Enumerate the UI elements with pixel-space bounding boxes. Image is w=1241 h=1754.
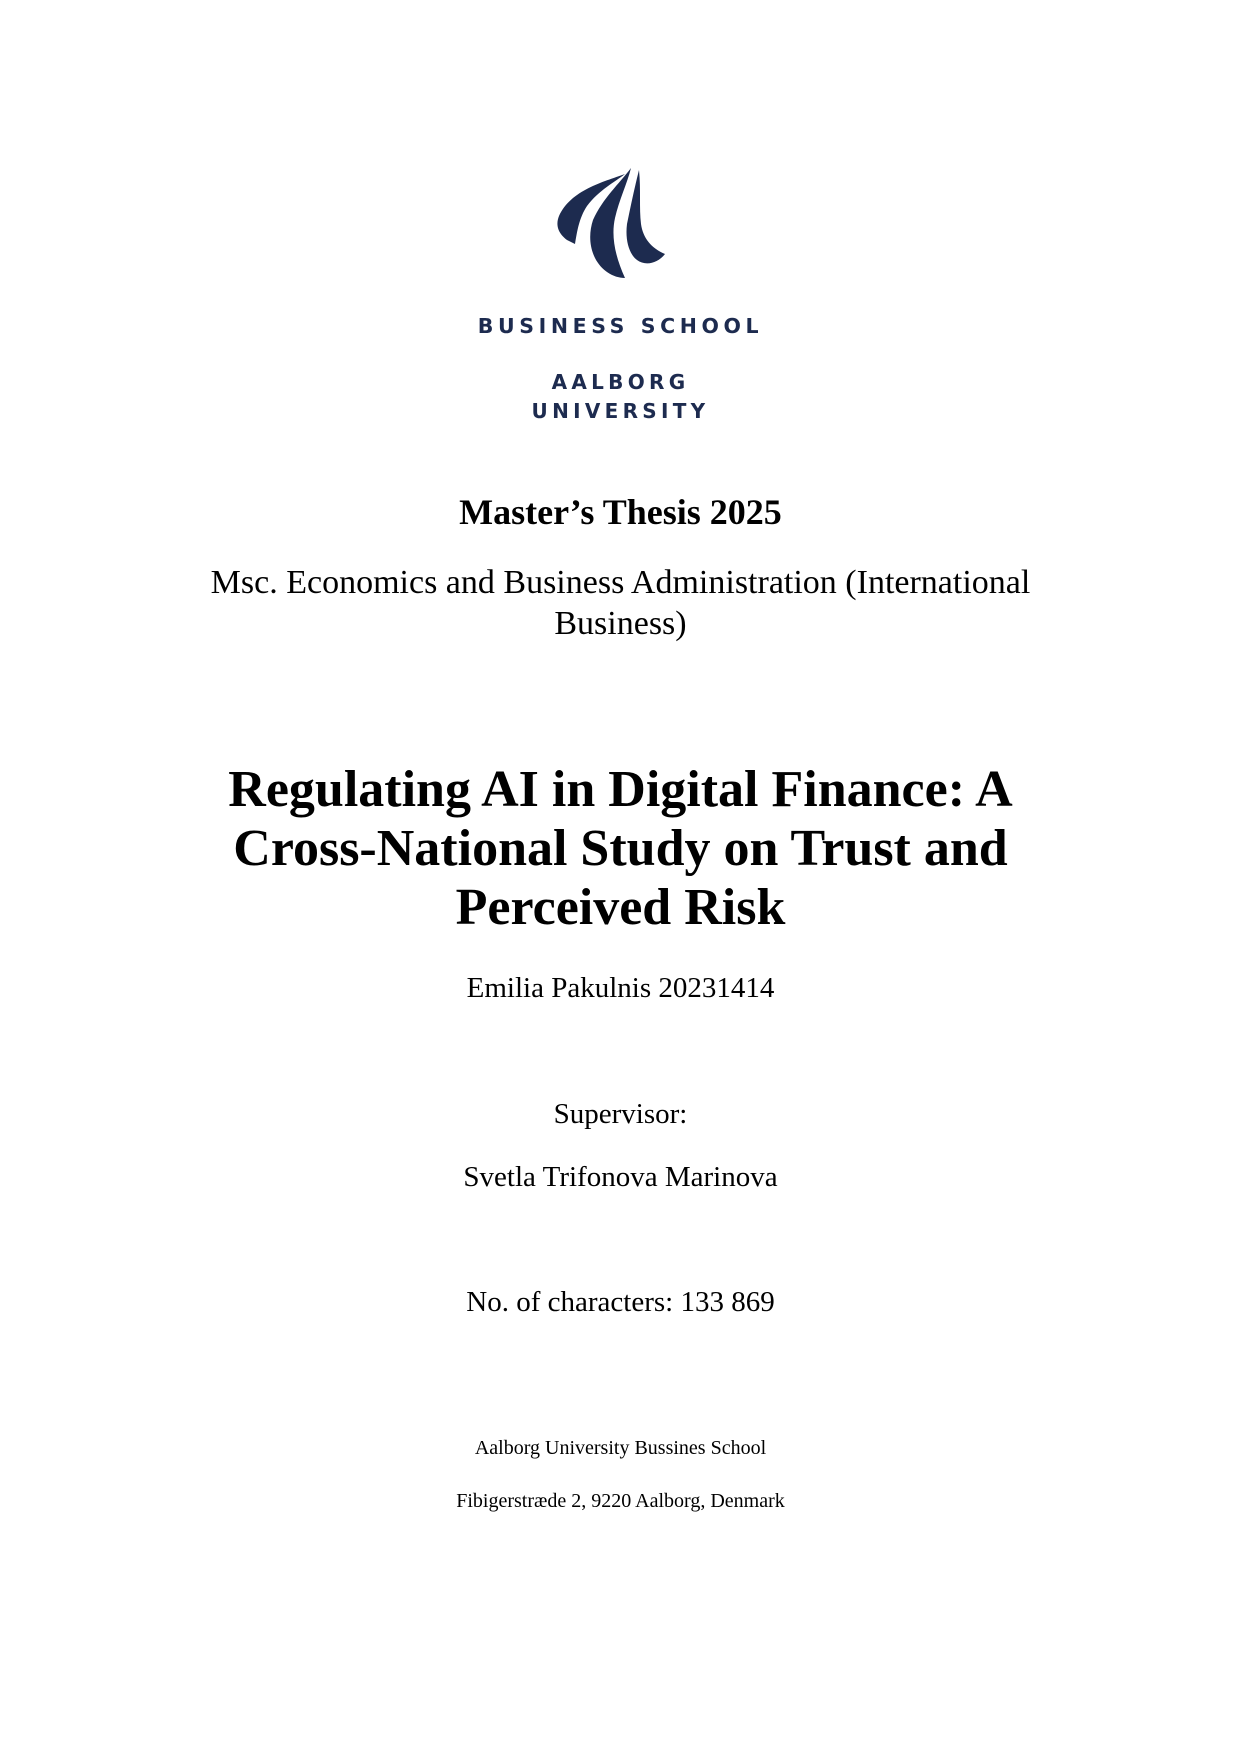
supervisor-name: Svetla Trifonova Marinova bbox=[463, 1161, 778, 1193]
thesis-year-heading: Master’s Thesis 2025 bbox=[459, 492, 782, 532]
logo-university: UNIVERSITY bbox=[531, 399, 710, 423]
character-count: No. of characters: 133 869 bbox=[466, 1286, 775, 1318]
institution-name: Aalborg University Bussines School bbox=[474, 1437, 767, 1459]
programme-name: Msc. Economics and Business Administration (International Business) bbox=[210, 564, 1031, 642]
logo-business-school: BUSINESS SCHOOL bbox=[477, 314, 764, 338]
institution-address: Fibigerstræde 2, 9220 Aalborg, Denmark bbox=[456, 1490, 785, 1512]
logo-aalborg: AALBORG bbox=[551, 370, 690, 394]
thesis-title: Regulating AI in Digital Finance: A Cross-National Study on Trust and Perceived Risk bbox=[228, 761, 1013, 936]
author-line: Emilia Pakulnis 20231414 bbox=[466, 972, 775, 1004]
aau-waves-logo-icon bbox=[553, 160, 673, 285]
supervisor-label: Supervisor: bbox=[553, 1098, 688, 1130]
